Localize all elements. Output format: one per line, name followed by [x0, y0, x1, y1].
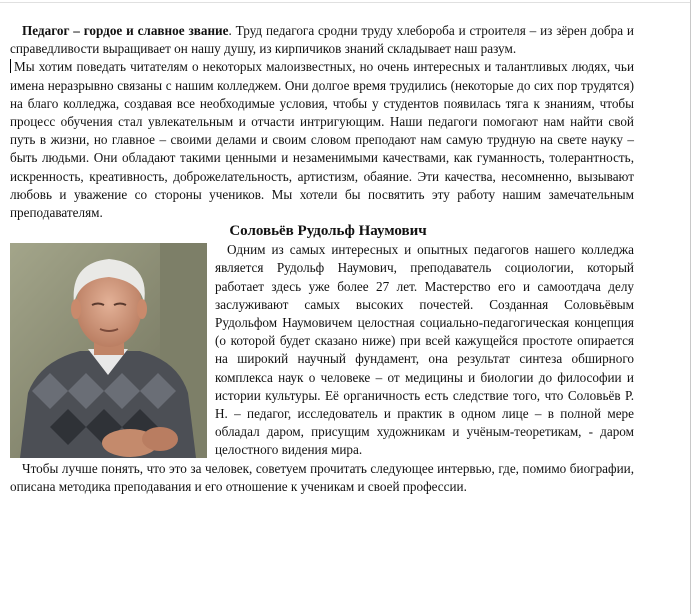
section-heading: Соловьёв Рудольф Наумович [229, 223, 427, 240]
top-divider [0, 2, 690, 3]
intro-paragraph [10, 22, 634, 58]
paragraph-about-teacher: Одним из самых интересных и опытных педагогов нашего колледжа является Рудольф Наумович, преподаватель социологии, который работает здесь уже более 27 лет. Мастерство его и самоотдача делу заслуживают самых высоких почестей. Созданная Соловьёвым Рудольфом Наумовичем целостная социально-педагогическая концепция (о которой будет сказано ниже) при всей кажущейся простоте опирается на широкий научный фундамент, она результат синтеза обширного комплекса наук о человеке – от медицины и биологии до философии и истории культуры. Её органичность есть следствие того, что Соловьёв Р. Н. – педагог, исследователь и практик в одном лице – в полной мере обладал даром, присущим художникам и учёным-теоретикам, - даром целостного видения мира. [215, 242, 634, 458]
article-body [10, 22, 634, 496]
intro-lead: Педагог – гордое и славное звание [22, 23, 229, 38]
paragraph-interview: Чтобы лучше понять, что это за человек, советуем прочитать следующее интервью, где, помимо биографии, описана методика преподавания и его отношение к ученикам и своей профессии. [10, 460, 634, 494]
paragraph-teachers [10, 58, 634, 222]
teacher-photo [10, 243, 207, 458]
text-cursor [10, 59, 11, 73]
intro-rest: . Труд педагога сродни труду хлебороба и строителя – из зёрен добра и справедливости выращивает он нашу душу, из кирпичиков знаний складывает наш разум. [10, 23, 634, 57]
paragraph-teachers-text: Мы хотим поведать читателям о некоторых малоизвестных, но очень интересных и талантливых людях, чьи имена неразрывно связаны с нашим колледжем. Они долгое время трудились (некоторые до сих пор трудятся) на благо колледжа, создавая все необходимые условия, чтобы у студентов появилась тяга к знаниям, чтобы процесс обучения стал увлекательным и отчасти интригующим. Наши педагоги помогают нам найти свой путь в жизни, но главное – своими делами и своим словом преподают нам самую трудную на свете науку – быть людьми. Они обладают такими ценными и незаменимыми качествами, как гуманность, толерантность, искренность, креативность, доброжелательность, артистизм, обаяние. Эти качества, несомненно, вызывают любовь и уважение со стороны учеников. Мы хотели бы посвятить эту работу нашим замечательным преподавателям. [10, 59, 634, 221]
page-right-edge [690, 0, 691, 614]
portrait-image [10, 243, 207, 458]
